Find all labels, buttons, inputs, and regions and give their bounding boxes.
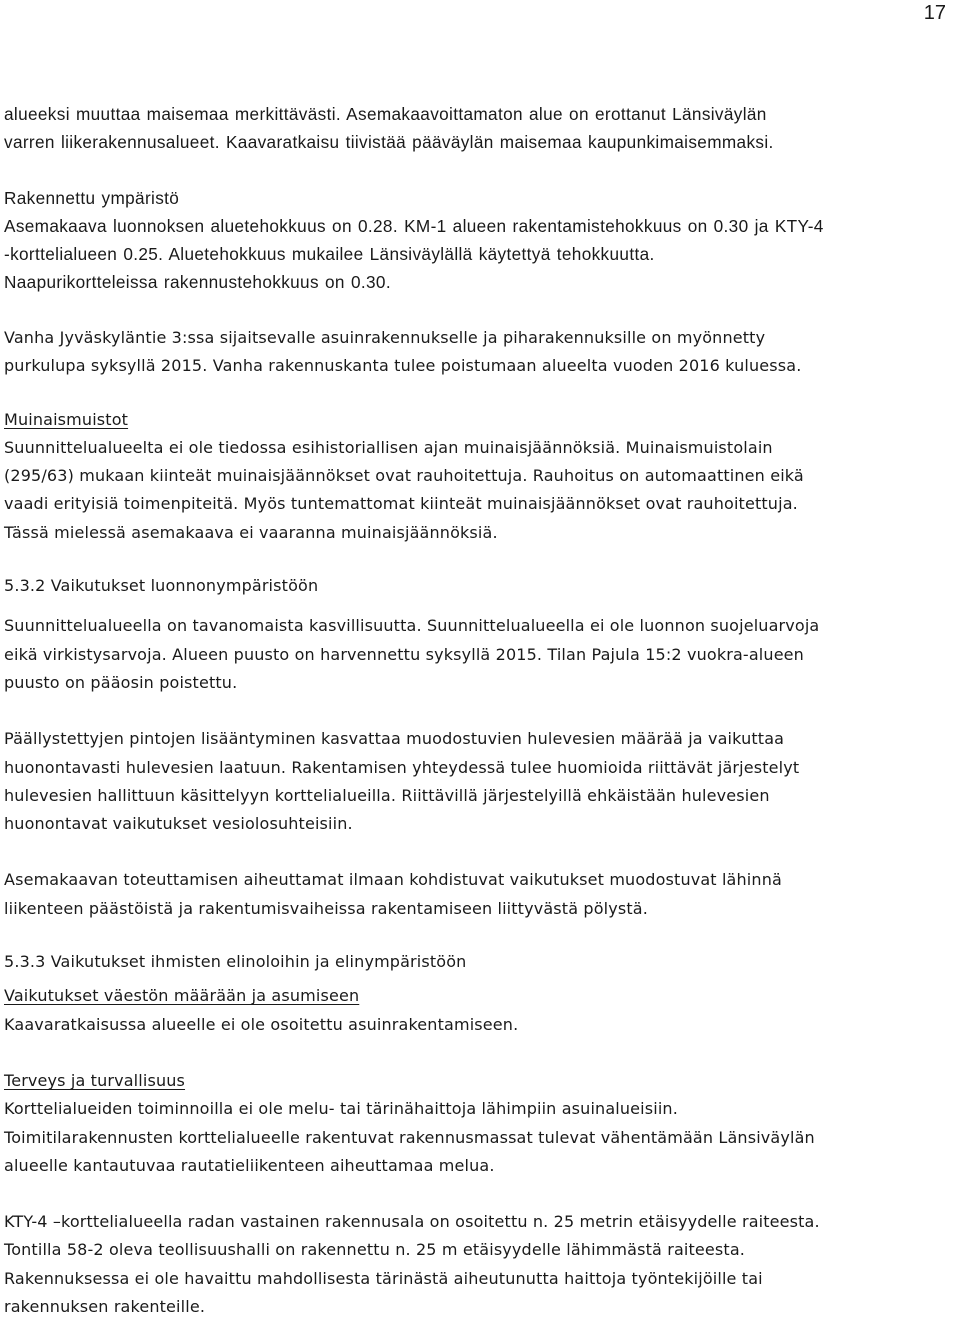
page-number: 17	[923, 2, 946, 24]
demolition-paragraph: Vanha Jyväskyläntie 3:ssa sijaitsevalle asuinrakennukselle ja piharakennuksille on myönnetty purkulupa syksyllä 2015. Vanha rakennuskanta tulee poistumaan alueelta vuoden 2016 kuluessa.	[4, 328, 802, 376]
intro-paragraph: alueeksi muuttaa maisemaa merkittävästi. Asemakaavoittamaton alue on erottanut Länsiväylän varren liikerakennusalueet. Kaavaratkaisu tiivistää pääväylän maisemaa kaupunkimaisemmaksi.	[4, 104, 774, 152]
section-5-3-3-heading: 5.3.3 Vaikutukset ihmisten elinoloihin ja elinympäristöön	[4, 952, 467, 972]
health-heading: Terveys ja turvallisuus	[4, 1070, 186, 1090]
population-heading: Vaikutukset väestön määrään ja asumiseen	[4, 986, 360, 1006]
nature-vegetation-paragraph: Suunnittelualueella on tavanomaista kasvillisuutta. Suunnittelualueella ei ole luonnon suojeluarvoja eikä virkistysarvoja. Alueen puusto on harvennettu syksyllä 2015. Tilan Pajula 15:2 vuokra-alueen puusto on pääosin poistettu.	[4, 616, 820, 692]
document-body	[4, 100, 954, 1321]
health-vibration-paragraph: KTY-4 –korttelialueella radan vastainen rakennusala on osoitettu n. 25 metrin etäisyydelle raiteesta. Tontilla 58-2 oleva teollisuushalli on rakennettu n. 25 m etäisyydelle lähimmästä raiteesta. Rakennuksessa ei ole havaittu mahdollisesta tärinästä aiheutunutta haittoja työntekijöille tai rakennuksen rakenteille.	[4, 1212, 820, 1317]
stormwater-paragraph: Päällystettyjen pintojen lisääntyminen kasvattaa muodostuvien hulevesien määrää ja vaikuttaa huonontavasti hulevesien laatuun. Rakentamisen yhteydessä tulee huomioida riittävät järjestelyt hulevesien hallittuun käsittelyyn korttelialueilla. Riittävillä järjestelyillä ehkäistään hulevesien huonontavat vaikutukset vesiolosuhteisiin.	[4, 729, 800, 834]
antiquities-section	[4, 406, 954, 547]
population-paragraph: Kaavaratkaisussa alueelle ei ole osoitettu asuinrakentamiseen.	[4, 1014, 519, 1034]
built-environment-heading: Rakennettu ympäristö	[4, 188, 180, 208]
air-quality-paragraph: Asemakaavan toteuttamisen aiheuttamat ilmaan kohdistuvat vaikutukset muodostuvat lähinnä liikenteen päästöistä ja rakentumisvaiheissa rakentamiseen liittyvästä pölystä.	[4, 870, 782, 918]
antiquities-heading: Muinaismuistot	[4, 409, 129, 429]
demolition-section	[4, 324, 954, 381]
built-environment-paragraph: Asemakaava luonnoksen aluetehokkuus on 0.28. KM-1 alueen rakentamistehokkuus on 0.30 ja KTY-4 -korttelialueen 0.25. Aluetehokkuus mukailee Länsiväylällä käytettyä tehokkuutta. Naapurikortteleissa rakennustehokkuus on 0.30.	[4, 216, 824, 292]
built-environment-section	[4, 184, 954, 296]
health-noise-paragraph: Korttelialueiden toiminnoilla ei ole melu- tai tärinähaittoja lähimpiin asuinalueisiin. Toimitilarakennusten korttelialueelle rakentuvat rakennusmassat tulevat vähentämään Länsiväylän alueelle kantautuvaa rautatieliikenteen aiheuttamaa melua.	[4, 1099, 815, 1175]
intro-section	[4, 100, 954, 156]
section-5-3-2	[4, 572, 954, 923]
section-5-3-3	[4, 948, 954, 1321]
section-5-3-2-heading: 5.3.2 Vaikutukset luonnonympäristöön	[4, 576, 319, 596]
antiquities-paragraph: Suunnittelualueelta ei ole tiedossa esihistoriallisen ajan muinaisjäännöksiä. Muinaismuistolain (295/63) mukaan kiinteät muinaisjäännökset ovat rauhoitettuja. Rauhoitus on automaattinen eikä vaadi erityisiä toimenpiteitä. Myös tuntemattomat kiinteät muinaisjäännökset ovat rauhoitettuja. Tässä mielessä asemakaava ei vaaranna muinaisjäännöksiä.	[4, 437, 804, 542]
